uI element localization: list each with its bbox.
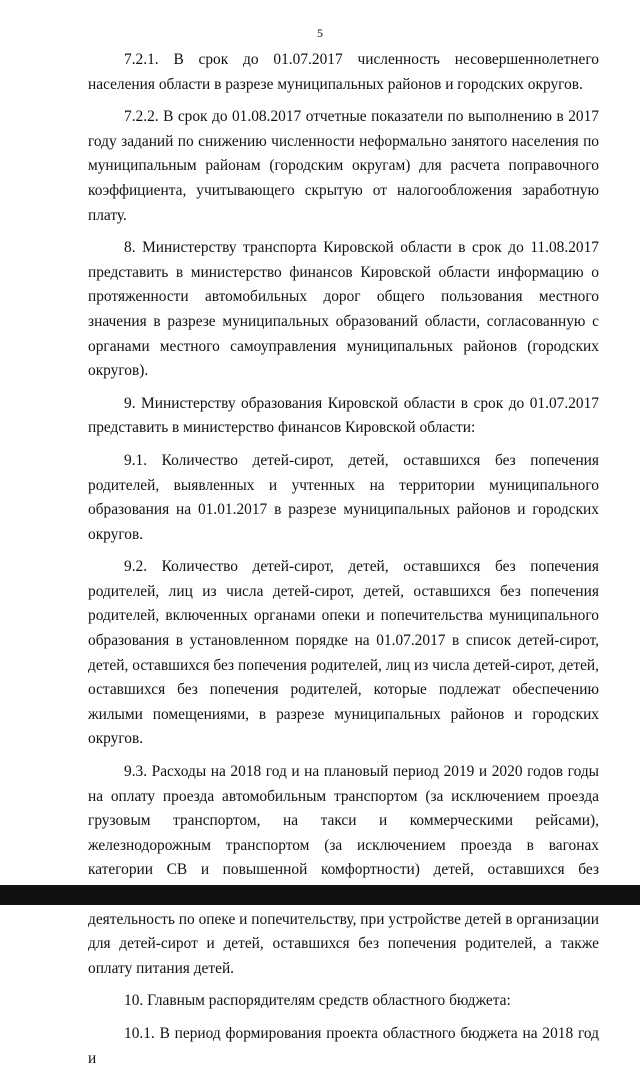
paragraph-10: 10. Главным распорядителям средств областного бюджета: — [124, 992, 511, 1010]
scan-border-bar — [0, 885, 640, 905]
paragraph-9-1: 9.1. Количество детей-сирот, детей, оставшихся без попечения родителей, выявленных и учтенных на территории муниципального образования на 01.01.2017 в разрезе муниципальных районов и городских округов. — [88, 451, 599, 543]
paragraph-9: 9. Министерству образования Кировской области в срок до 01.07.2017 представить в министерство финансов Кировской области: — [88, 394, 599, 437]
paragraph-7-2-2: 7.2.2. В срок до 01.08.2017 отчетные показатели по выполнению в 2017 году заданий по снижению численности неформально занятого населения по муниципальным районам (городским округам) для расчета поправочного коэффициента, учитывающего скрытую от налогообложения заработную плату. — [88, 108, 599, 224]
page-number: 5 — [317, 26, 323, 40]
document-body — [88, 48, 599, 1071]
paragraph-8: 8. Министерству транспорта Кировской области в срок до 11.08.2017 представить в министерство финансов Кировской области информацию о протяженности автомобильных дорог общего пользования местного значения в разрезе муниципальных образований области, согласованную с органами местного самоуправления муниципальных районов (городских округов). — [88, 239, 599, 380]
paragraph-9-2: 9.2. Количество детей-сирот, детей, оставшихся без попечения родителей, лиц из числа детей-сирот, детей, оставшихся без попечения родителей, включенных органами опеки и попечительства муниципального образования в установленном порядке на 01.07.2017 в список детей-сирот, детей, оставшихся без попечения родителей, лиц из числа детей-сирот, детей, оставшихся без попечения родителей, которые подлежат обеспечению жилыми помещениями, в разрезе муниципальных районов и городских округов. — [88, 558, 599, 748]
paragraph-9-3: 9.3. Расходы на 2018 год и на плановый период 2019 и 2020 годов годы на оплату проезда автомобильным транспортом (за исключением проезда грузовым транспортом, на такси и коммерческими рейсами), железнодорожным транспортом (за исключением проезда в вагонах категории СВ и повышенной комфортности) детей, оставшихся без деятельность по опеке и попечительству, при устройстве детей в организации для детей-сирот и детей, оставшихся без попечения родителей, а также оплату питания детей. — [88, 763, 599, 977]
paragraph-7-2-1: 7.2.1. В срок до 01.07.2017 численность несовершеннолетнего населения области в разрезе муниципальных районов и городских округов. — [88, 51, 599, 93]
paragraph-10-1: 10.1. В период формирования проекта областного бюджета на 2018 год и — [88, 1024, 599, 1067]
